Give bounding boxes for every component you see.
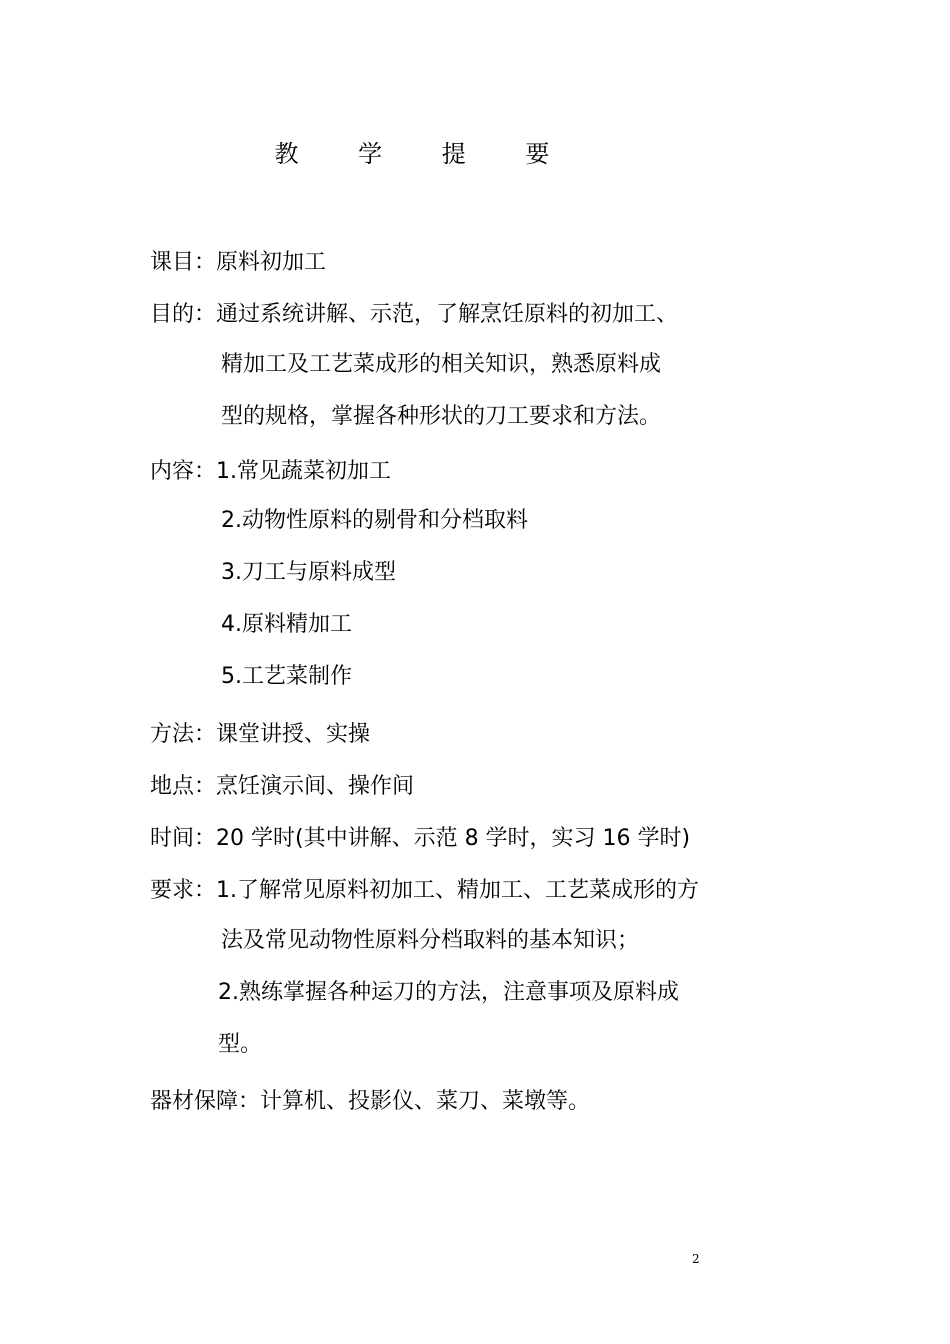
content-line-1: 内容：1.常见蔬菜初加工 [150,459,391,484]
requirements-line-4: 型。 [218,1032,263,1057]
content-line-3: 3.刀工与原料成型 [221,560,396,585]
purpose-line-2: 精加工及工艺菜成形的相关知识，熟悉原料成 [221,352,662,377]
purpose-line-3: 型的规格，掌握各种形状的刀工要求和方法。 [221,404,662,429]
document-title: 教 学 提 要 [274,140,576,168]
requirements-line-2: 法及常见动物性原料分档取料的基本知识； [221,928,640,953]
method-line: 方法：课堂讲授、实操 [150,722,371,747]
page-number: 2 [692,1252,700,1266]
time-line: 时间：20 学时(其中讲解、示范 8 学时，实习 16 学时) [150,826,691,851]
equipment-line: 器材保障：计算机、投影仪、菜刀、菜墩等。 [150,1089,591,1114]
content-line-5: 5.工艺菜制作 [221,664,352,689]
location-line: 地点：烹饪演示间、操作间 [150,774,415,799]
requirements-line-3: 2.熟练掌握各种运刀的方法，注意事项及原料成 [218,980,679,1005]
requirements-line-1: 要求：1.了解常见原料初加工、精加工、工艺菜成形的方 [150,878,699,903]
purpose-line-1: 目的：通过系统讲解、示范，了解烹饪原料的初加工、 [150,302,679,327]
content-line-4: 4.原料精加工 [221,612,352,637]
content-line-2: 2.动物性原料的剔骨和分档取料 [221,508,528,533]
course-line: 课目：原料初加工 [150,250,327,275]
